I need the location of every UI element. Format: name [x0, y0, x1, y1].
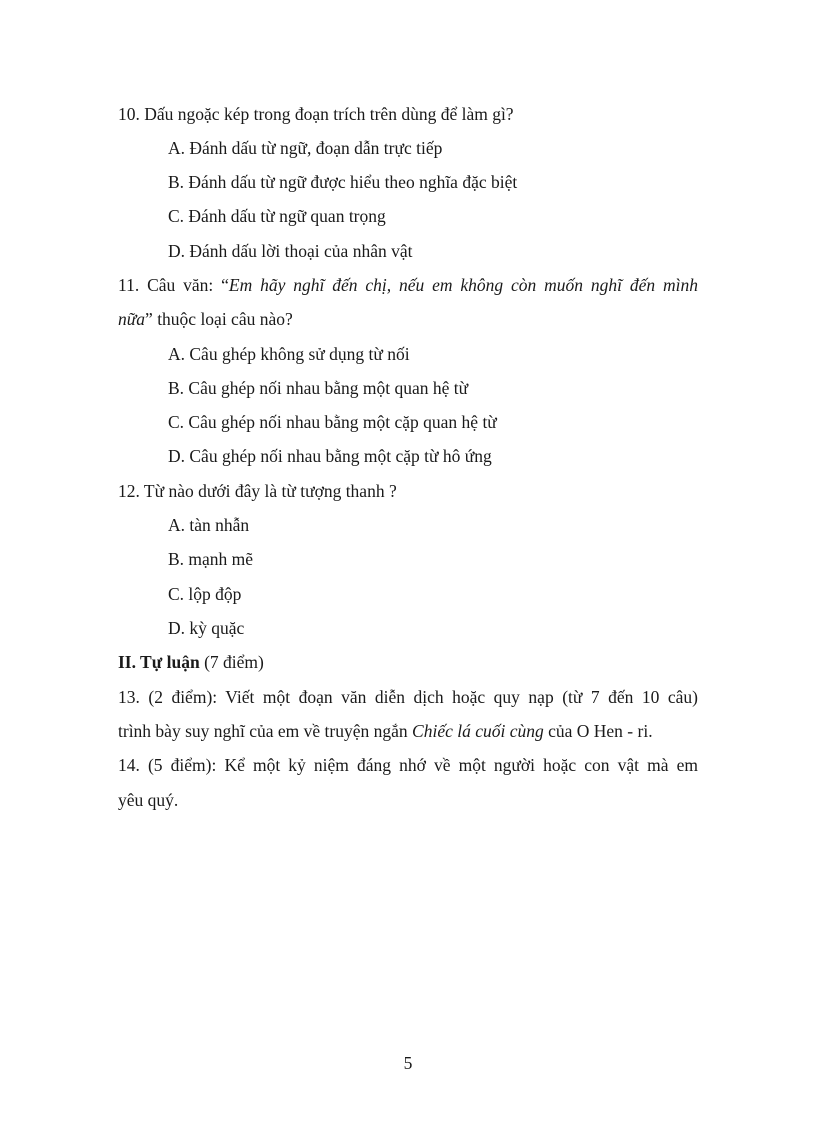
q11-option-a: A. Câu ghép không sử dụng từ nối — [168, 344, 410, 364]
q11-prefix: 11. Câu văn: “ — [118, 275, 229, 295]
section-2-heading — [118, 651, 264, 673]
question-14-line2: yêu quý. — [118, 790, 179, 810]
q10-option-c: C. Đánh dấu từ ngữ quan trọng — [168, 206, 386, 226]
section-2-points: (7 điểm) — [199, 652, 264, 672]
q10-option-a: A. Đánh dấu từ ngữ, đoạn dẫn trực tiếp — [168, 138, 443, 158]
question-13-line1 — [118, 686, 698, 708]
q11-option-d: D. Câu ghép nối nhau bằng một cặp từ hô ứng — [168, 446, 492, 466]
q11-quote-part2: nữa — [118, 309, 146, 329]
q14-line1-text: 14. (5 điểm): Kể một kỷ niệm đáng nhớ về một người hoặc con vật mà em — [118, 755, 698, 775]
q13-line2-suffix: của O Hen - ri. — [543, 721, 653, 741]
q12-option-b: B. mạnh mẽ — [168, 549, 254, 569]
q11-suffix: ” thuộc loại câu nào? — [145, 309, 293, 329]
question-14-line1 — [118, 754, 698, 776]
page-number: 5 — [403, 1053, 413, 1073]
q10-option-b: B. Đánh dấu từ ngữ được hiểu theo nghĩa đặc biệt — [168, 172, 518, 192]
q12-option-a: A. tàn nhẫn — [168, 515, 250, 535]
q12-option-c: C. lộp độp — [168, 584, 242, 604]
q11-option-c: C. Câu ghép nối nhau bằng một cặp quan hệ từ — [168, 412, 497, 432]
q12-option-d: D. kỳ quặc — [168, 618, 245, 638]
question-11-line2 — [118, 308, 293, 330]
q13-line1-text: 13. (2 điểm): Viết một đoạn văn diễn dịch hoặc quy nạp (từ 7 đến 10 câu) — [118, 687, 698, 707]
q11-option-b: B. Câu ghép nối nhau bằng một quan hệ từ — [168, 378, 469, 398]
q13-story-title: Chiếc lá cuối cùng — [412, 721, 544, 741]
question-13-line2 — [118, 720, 653, 742]
question-11-line1 — [118, 274, 698, 296]
question-12: 12. Từ nào dưới đây là từ tượng thanh ? — [118, 481, 397, 501]
q10-option-d: D. Đánh dấu lời thoại của nhân vật — [168, 241, 413, 261]
question-10: 10. Dấu ngoặc kép trong đoạn trích trên dùng để làm gì? — [118, 104, 514, 124]
q11-quote-part1: Em hãy nghĩ đến chị, nếu em không còn muốn nghĩ đến mình — [228, 275, 698, 295]
section-2-title: II. Tự luận — [118, 652, 200, 672]
q13-line2-prefix: trình bày suy nghĩ của em về truyện ngắn — [118, 721, 413, 741]
